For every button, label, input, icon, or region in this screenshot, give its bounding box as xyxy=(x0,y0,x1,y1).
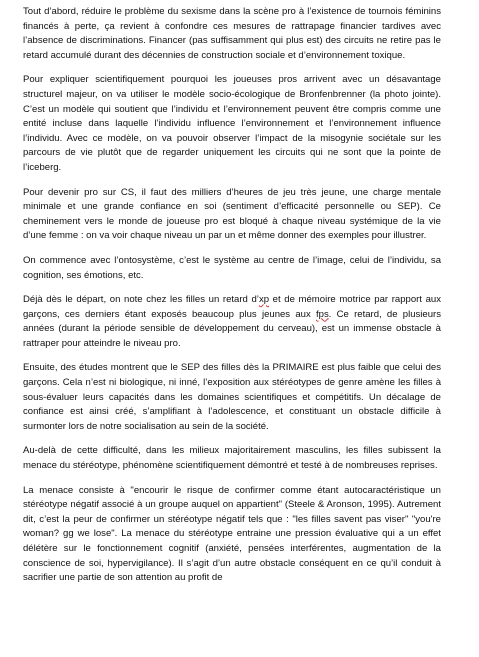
paragraph xyxy=(23,444,441,473)
document-page xyxy=(23,5,441,586)
paragraph-text: Déjà dès le départ, on note chez les filles un retard d’ xyxy=(23,294,259,306)
paragraph xyxy=(23,254,441,283)
spellcheck-flagged-word[interactable]: xp xyxy=(258,294,270,306)
paragraph-text: Tout d’abord, réduire le problème du sexisme dans la scène pro à l’existence de tournois féminins financés à perte, ça revient à confondre ces mesures de rattrapage financier tardives avec l’absence de discriminations. Financer (pas suffisamment qui plus est) des circuits ne retire pas le retard accumulé durant des décennies de construction sociale et d’environnement toxique. xyxy=(23,6,441,61)
paragraph xyxy=(23,73,441,175)
paragraph-text: Au-delà de cette difficulté, dans les milieux majoritairement masculins, les filles subissent la menace du stéréotype, phénomène scientifiquement démontré et testé à de nombreuses reprises. xyxy=(23,445,441,472)
paragraph-text: . Ce retard, de plusieurs années (durant la période sensible de développement du cerveau), est un immense obstacle à rattraper pour atteindre le niveau pro. xyxy=(23,308,442,349)
paragraph-text: et de mémoire motrice par rapport aux garçons, ces derniers étant exposés beaucoup plus jeunes aux xyxy=(23,294,441,320)
paragraph-text: Pour expliquer scientifiquement pourquoi les joueuses pros arrivent avec un désavantage structurel majeur, on va utiliser le modèle socio-écologique de Bronfenbrenner (la photo jointe). C’est un modèle qui soutient que l’individu et l’environnement peuvent être compris comme une entité incluse dans laquelle l’individu influence l’environnement et l’environnement influence l’individu. Avec ce modèle, on va pouvoir observer l’impact de la misogynie sociétale sur les parcours de vie plutôt que de regarder uniquement les circuits qui ne sont que la pointe de l’iceberg. xyxy=(23,74,441,173)
paragraph xyxy=(23,5,441,63)
paragraph-text: On commence avec l’ontosystème, c’est le système au centre de l’image, celui de l’individu, sa cognition, ses émotions, etc. xyxy=(23,254,441,281)
paragraph xyxy=(23,484,441,586)
paragraph-text: Ensuite, des études montrent que le SEP des filles dès la PRIMAIRE est plus faible que celui des garçons. Cela n’est ni biologique, ni inné, l’exposition aux stéréotypes de genre amène les filles à sous-évaluer leurs capacités dans les domaines scientifiques et compétitifs. Un décalage de confiance est ainsi créé, s’amplifiant à l’adolescence, et constituant un obstacle difficile à surmonter lors de notre socialisation au sein de la société. xyxy=(23,362,441,432)
paragraph-text: Pour devenir pro sur CS, il faut des milliers d’heures de jeu très jeune, une charge mentale minimale et une grande confiance en soi (sentiment d’efficacité personnelle ou SEP). Ce cheminement vers le monde de joueuse pro est bloqué à chaque niveau systémique de la vie d’une femme : on va voir chaque niveau un par un et même donner des exemples pour illustrer. xyxy=(23,186,441,242)
paragraph xyxy=(23,361,441,434)
paragraph xyxy=(23,186,441,244)
paragraph xyxy=(23,293,441,351)
spellcheck-flagged-word[interactable]: fps xyxy=(315,308,329,320)
paragraph-text: La menace consiste à "encourir le risque de confirmer comme étant autocaractéristique un stéréotype négatif associé à un groupe auquel on appartient" (Steele & Aronson, 1995). Autrement dit, c’est la peur de confirmer un stéréotype négatif tels que : "les filles savent pas viser" "you're woman? gg we lose". La menace du stéréotype entraine une pression évaluative qui a un effet délétère sur le fonctionnement cognitif (anxiété, pensées interférentes, augmentation de la conscience de soi, hypervigilance). Il s’agit d’un autre obstacle conséquent en ce qu’il conduit à sacrifier une partie de son attention au profit de xyxy=(23,484,441,584)
